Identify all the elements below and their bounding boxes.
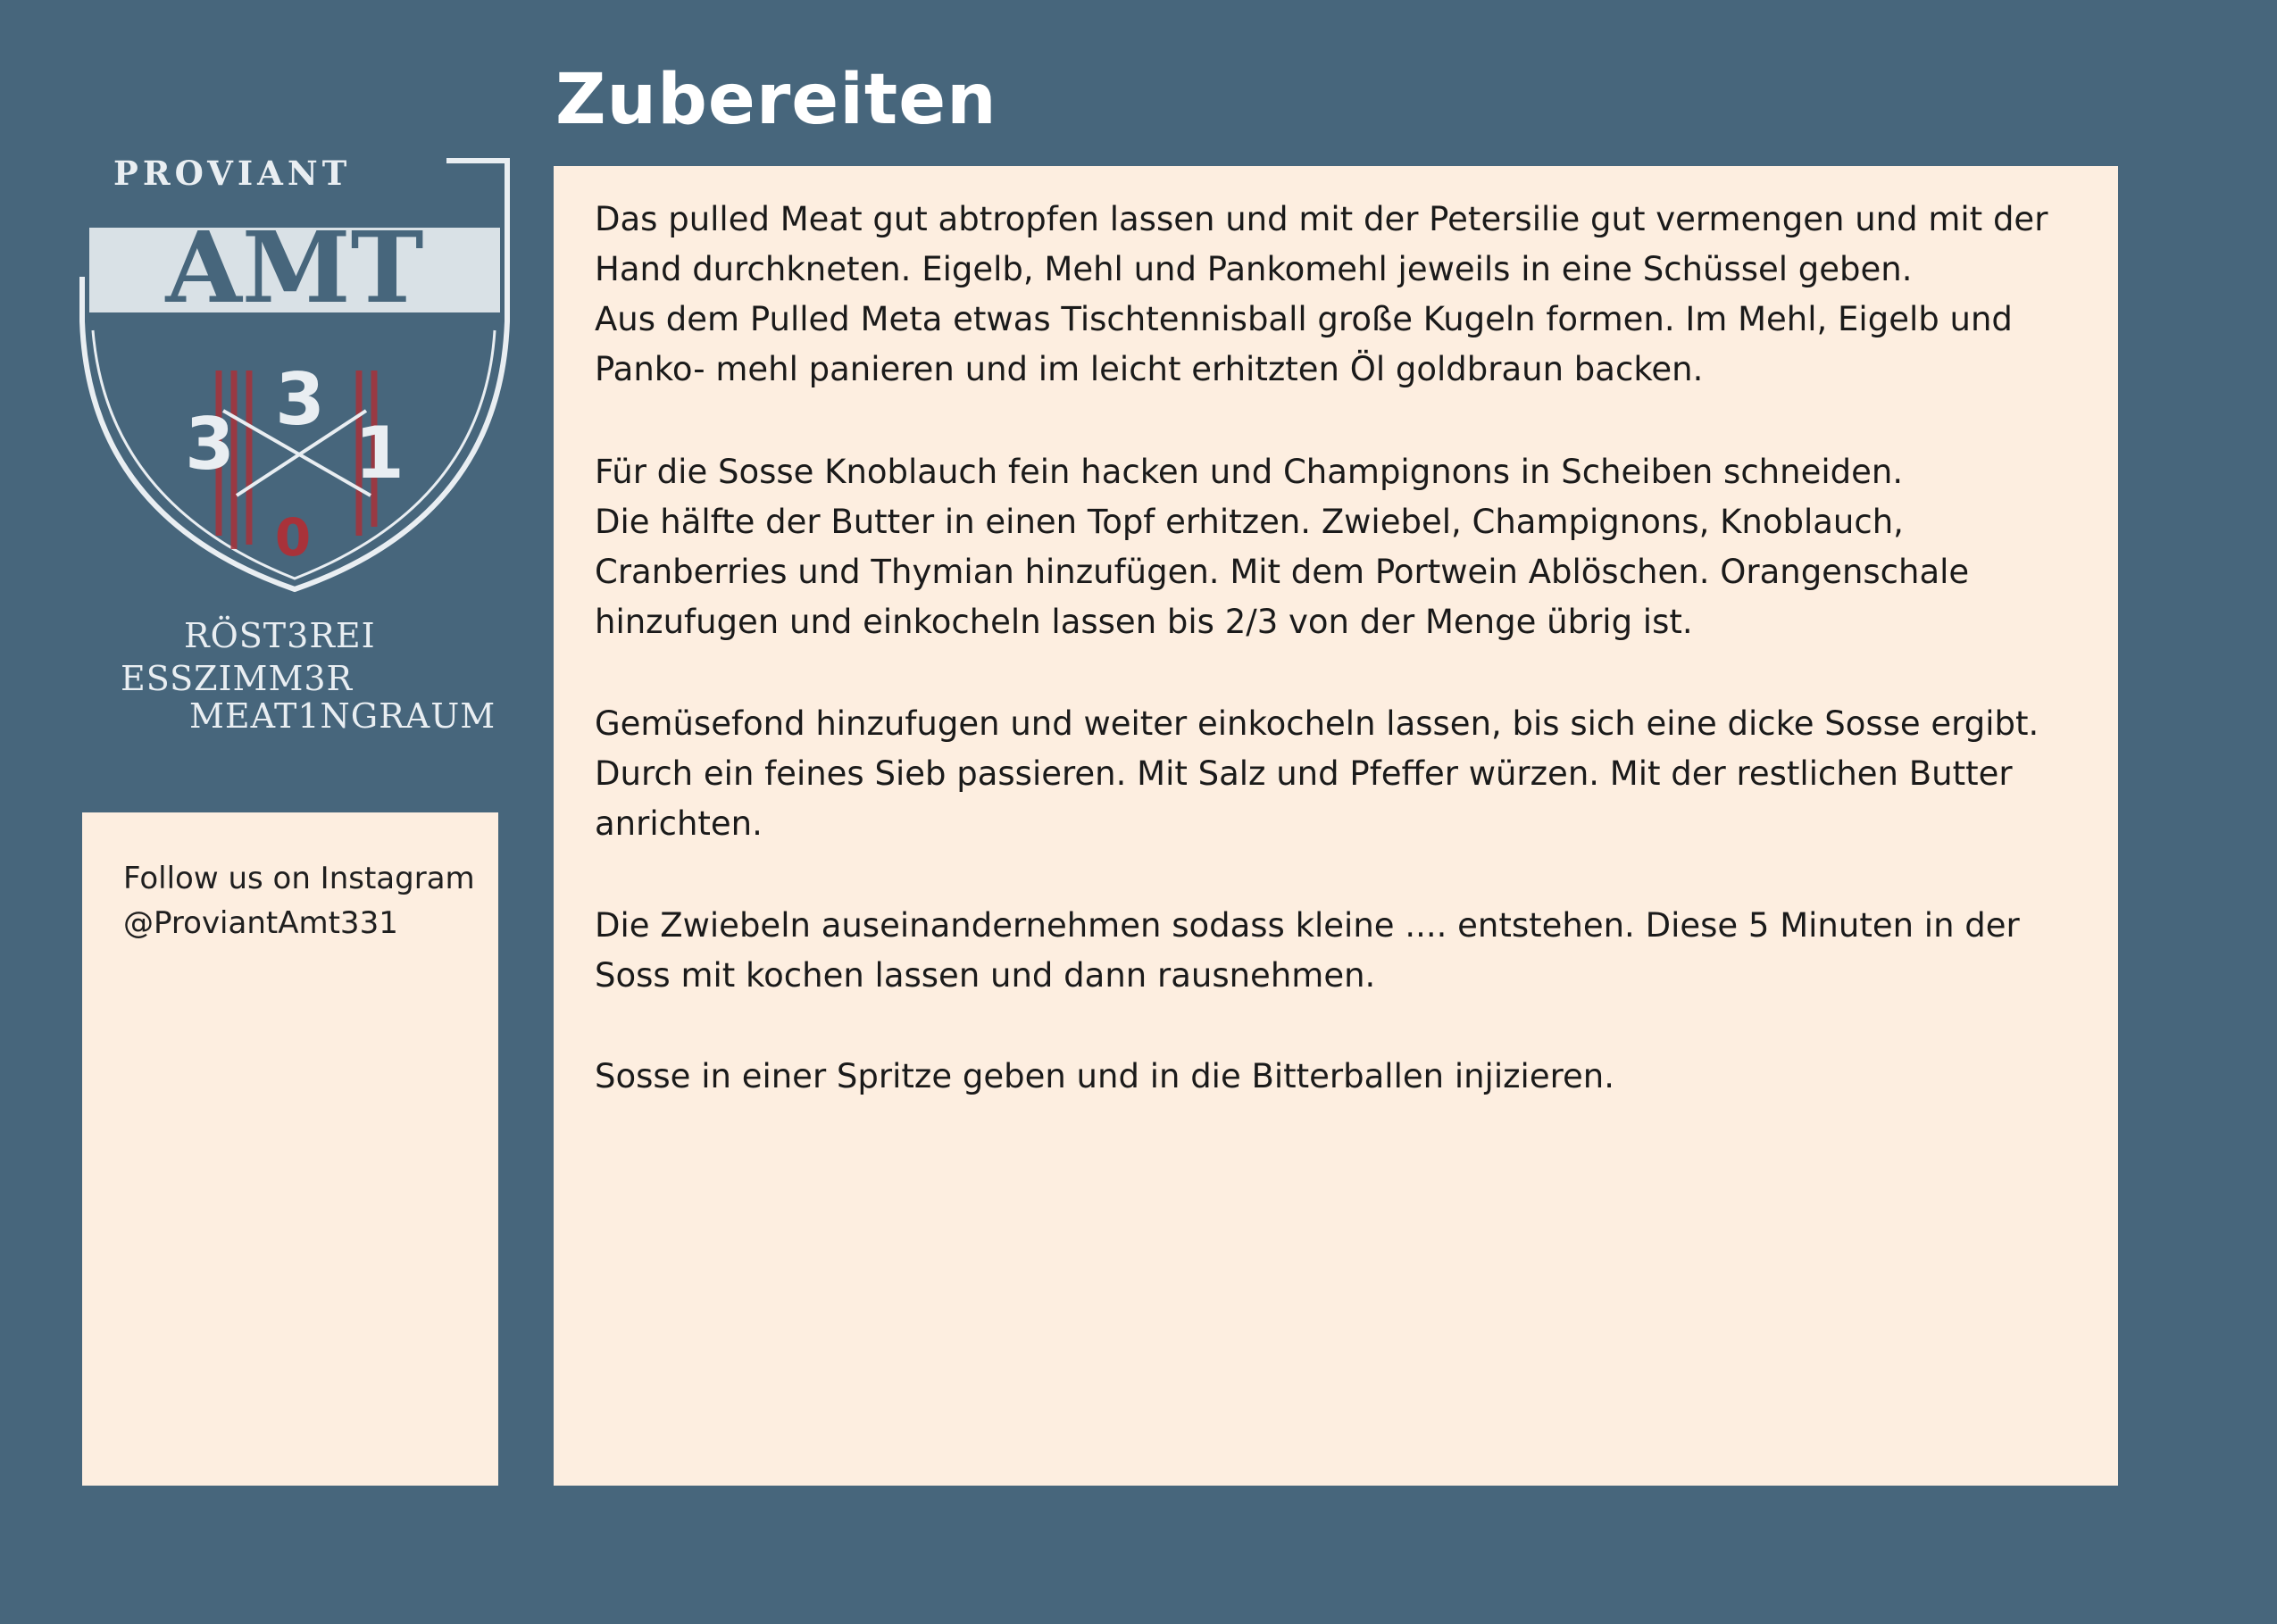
logo-brand: AMT	[165, 210, 424, 325]
text-line: Durch ein feines Sieb passieren. Mit Salz und Pfeffer würzen. Mit der restlichen Butter	[595, 754, 2013, 793]
text-line: Panko- mehl panieren und im leicht erhitzten Öl goldbraun backen.	[595, 350, 1704, 388]
text-line: Cranberries und Thymian hinzufügen. Mit dem Portwein Ablöschen. Orangenschale	[595, 553, 1970, 591]
paragraph-3	[595, 699, 2104, 849]
text-line: anrichten.	[595, 804, 763, 843]
text-line: Für die Sosse Knoblauch fein hacken und Champignons in Scheiben schneiden.	[595, 453, 1904, 491]
social-card	[82, 812, 498, 1486]
logo-number-top: 3	[275, 358, 325, 441]
text-line: Die hälfte der Butter in einen Topf erhitzen. Zwiebel, Champignons, Knoblauch,	[595, 503, 1904, 541]
paragraph-4	[595, 901, 2104, 1001]
logo-line-esszimmer: ESSZIMM3R	[121, 659, 354, 698]
page-title: Zubereiten	[555, 60, 997, 140]
text-line: Soss mit kochen lassen und dann rausnehmen.	[595, 956, 1376, 995]
logo-line-roestrei: RÖST3REI	[184, 616, 376, 655]
text-line: Sosse in einer Spritze geben und in die Bitterballen injizieren.	[595, 1057, 1614, 1095]
logo-number-right: 1	[354, 412, 405, 495]
paragraph-2	[595, 447, 2104, 647]
paragraph-5	[595, 1052, 2104, 1102]
instructions-card	[554, 166, 2118, 1486]
text-line: Gemüsefond hinzufugen und weiter einkocheln lassen, bis sich eine dicke Sosse ergibt.	[595, 704, 2039, 743]
text-line: Das pulled Meat gut abtropfen lassen und mit der Petersilie gut vermengen und mit der	[595, 200, 2048, 238]
social-follow-text: Follow us on Instagram	[123, 861, 475, 896]
logo-text-proviant: PROVIANT	[113, 154, 352, 193]
logo-line-meatingraum: MEAT1NGRAUM	[189, 696, 496, 736]
text-line: Hand durchkneten. Eigelb, Mehl und Pankomehl jeweils in eine Schüssel geben.	[595, 250, 1913, 288]
text-line: Die Zwiebeln auseinandernehmen sodass kleine .... entstehen. Diese 5 Minuten in der	[595, 906, 2020, 945]
logo-number-bottom: 0	[274, 507, 312, 568]
instagram-handle: @ProviantAmt331	[123, 905, 398, 941]
logo-number-left: 3	[185, 403, 235, 486]
text-line: Aus dem Pulled Meta etwas Tischtennisball große Kugeln formen. Im Mehl, Eigelb und	[595, 300, 2013, 338]
text-line: hinzufugen und einkocheln lassen bis 2/3 von der Menge übrig ist.	[595, 603, 1693, 641]
paragraph-1	[595, 195, 2104, 395]
